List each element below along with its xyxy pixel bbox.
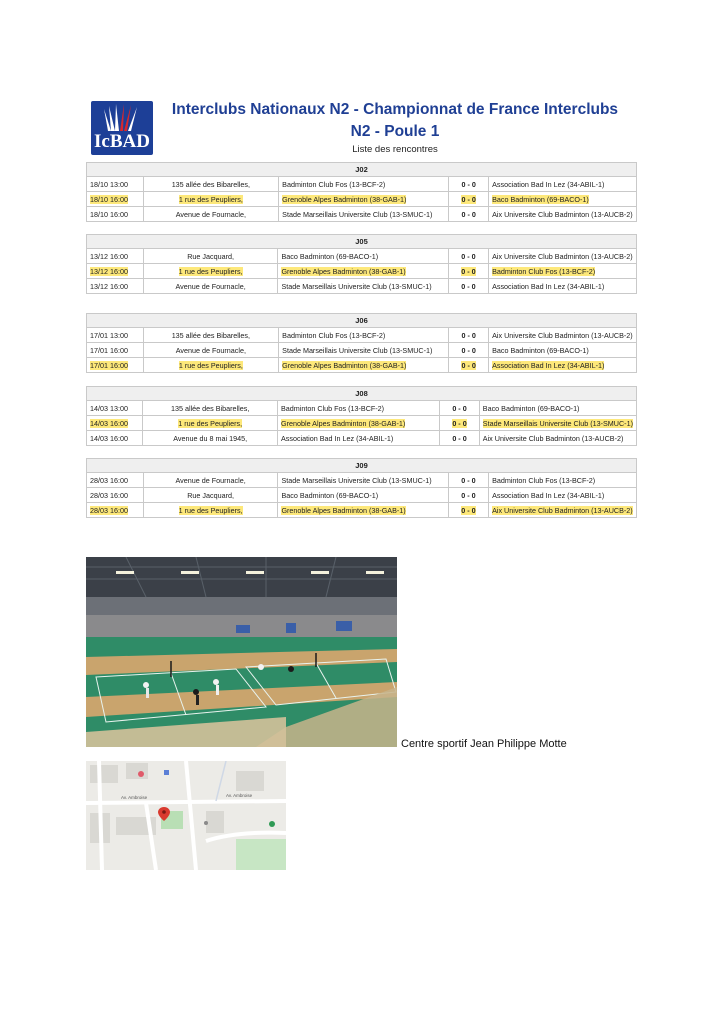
match-venue: 135 allée des Bibarelles,	[171, 330, 251, 340]
match-score: 0 - 0	[461, 194, 476, 204]
match-score: 0 - 0	[461, 330, 476, 340]
match-date: 14/03 16:00	[90, 433, 128, 443]
match-venue: Avenue du 8 mai 1945,	[173, 433, 248, 443]
home-team: Badminton Club Fos (13-BCF-2)	[282, 330, 386, 340]
home-team: Grenoble Alpes Badminton (38-GAB-1)	[281, 505, 406, 515]
home-team: Stade Marseillais Universite Club (13-SMUC-1)	[281, 475, 432, 485]
away-team: Aix Universite Club Badminton (13-AUCB-2)	[492, 209, 633, 219]
match-date: 17/01 13:00	[90, 330, 128, 340]
match-row	[87, 207, 637, 222]
away-team: Aix Universite Club Badminton (13-AUCB-2)	[492, 251, 633, 261]
icbad-logo	[91, 101, 153, 155]
match-row	[87, 473, 637, 488]
match-date: 28/03 16:00	[90, 475, 128, 485]
match-score: 0 - 0	[461, 475, 476, 485]
match-date: 17/01 16:00	[90, 345, 128, 355]
match-date: 13/12 16:00	[90, 281, 128, 291]
match-venue: Avenue de Fournacle,	[175, 209, 246, 219]
match-venue: 1 rue des Peupliers,	[178, 266, 243, 276]
round-table-j06	[86, 313, 637, 373]
round-table-j09	[86, 458, 637, 518]
match-venue: 135 allée des Bibarelles,	[171, 403, 250, 413]
match-score: 0 - 0	[461, 360, 476, 370]
away-team: Association Bad In Lez (34-ABIL-1)	[492, 490, 605, 500]
match-venue: Avenue de Fournacle,	[175, 345, 246, 355]
map-street-label-1: Av. Ambroise	[121, 795, 148, 800]
match-row	[87, 503, 637, 518]
match-row	[87, 264, 637, 279]
match-row	[87, 343, 637, 358]
match-date: 18/10 13:00	[90, 179, 128, 189]
home-team: Baco Badminton (69-BACO-1)	[281, 490, 379, 500]
round-header: J09	[87, 459, 637, 473]
away-team: Baco Badminton (69-BACO-1)	[492, 345, 589, 355]
away-team: Aix Universite Club Badminton (13-AUCB-2)	[492, 330, 633, 340]
round-header: J05	[87, 235, 637, 249]
match-score: 0 - 0	[452, 403, 467, 413]
match-venue: 1 rue des Peupliers,	[178, 505, 243, 515]
home-team: Grenoble Alpes Badminton (38-GAB-1)	[282, 194, 407, 204]
away-team: Badminton Club Fos (13-BCF-2)	[492, 266, 596, 276]
page-title: Interclubs Nationaux N2 - Championnat de France Interclubs	[171, 101, 619, 118]
round-header: J06	[87, 314, 637, 328]
home-team: Stade Marseillais Universite Club (13-SMUC-1)	[282, 209, 433, 219]
home-team: Grenoble Alpes Badminton (38-GAB-1)	[282, 360, 407, 370]
match-date: 28/03 16:00	[90, 490, 128, 500]
match-score: 0 - 0	[461, 490, 476, 500]
match-row	[87, 416, 637, 431]
photo-caption: Centre sportif Jean Philippe Motte	[401, 738, 567, 750]
match-date: 13/12 16:00	[90, 266, 128, 276]
home-team: Stade Marseillais Universite Club (13-SMUC-1)	[282, 345, 433, 355]
match-row	[87, 431, 637, 446]
match-row	[87, 488, 637, 503]
match-row	[87, 192, 637, 207]
match-venue: Rue Jacquard,	[187, 251, 234, 261]
match-date: 14/03 13:00	[90, 403, 128, 413]
away-team: Badminton Club Fos (13-BCF-2)	[492, 475, 596, 485]
match-score: 0 - 0	[461, 345, 476, 355]
match-row	[87, 177, 637, 192]
round-table-j05	[86, 234, 637, 294]
round-header: J02	[87, 163, 637, 177]
match-venue: 135 allée des Bibarelles,	[171, 179, 251, 189]
match-score: 0 - 0	[452, 418, 467, 428]
match-row	[87, 249, 637, 264]
match-score: 0 - 0	[461, 266, 476, 276]
home-team: Baco Badminton (69-BACO-1)	[281, 251, 379, 261]
match-date: 17/01 16:00	[90, 360, 128, 370]
home-team: Stade Marseillais Universite Club (13-SMUC-1)	[281, 281, 432, 291]
round-table-j08	[86, 386, 637, 446]
match-date: 14/03 16:00	[90, 418, 128, 428]
match-venue: 1 rue des Peupliers,	[178, 418, 243, 428]
match-venue: Rue Jacquard,	[187, 490, 234, 500]
match-score: 0 - 0	[461, 179, 476, 189]
away-team: Baco Badminton (69-BACO-1)	[482, 403, 580, 413]
round-table-j02	[86, 162, 637, 222]
away-team: Association Bad In Lez (34-ABIL-1)	[492, 360, 605, 370]
round-header: J08	[87, 387, 637, 401]
away-team: Association Bad In Lez (34-ABIL-1)	[492, 281, 605, 291]
sports-hall-photo	[86, 557, 397, 747]
match-venue: 1 rue des Peupliers,	[178, 194, 243, 204]
match-date: 18/10 16:00	[90, 194, 128, 204]
match-score: 0 - 0	[461, 251, 476, 261]
match-score: 0 - 0	[452, 433, 467, 443]
logo-text: IcBAD	[94, 131, 150, 152]
pool-title: N2 - Poule 1	[350, 123, 440, 140]
home-team: Badminton Club Fos (13-BCF-2)	[282, 179, 386, 189]
away-team: Stade Marseillais Universite Club (13-SMUC-1)	[482, 418, 633, 428]
match-score: 0 - 0	[461, 209, 476, 219]
map-street-label-2: Av. Ambroise	[226, 793, 253, 798]
match-score: 0 - 0	[461, 505, 476, 515]
match-venue: Avenue de Fournacle,	[175, 281, 246, 291]
match-row	[87, 328, 637, 343]
location-map[interactable]	[86, 761, 286, 870]
match-row	[87, 358, 637, 373]
away-team: Association Bad In Lez (34-ABIL-1)	[492, 179, 605, 189]
home-team: Badminton Club Fos (13-BCF-2)	[281, 403, 385, 413]
away-team: Aix Universite Club Badminton (13-AUCB-2)	[492, 505, 633, 515]
home-team: Grenoble Alpes Badminton (38-GAB-1)	[281, 418, 406, 428]
match-venue: Avenue de Fournacle,	[175, 475, 246, 485]
match-date: 13/12 16:00	[90, 251, 128, 261]
match-date: 28/03 16:00	[90, 505, 128, 515]
match-date: 18/10 16:00	[90, 209, 128, 219]
page-subtitle: Liste des rencontres	[352, 144, 438, 155]
away-team: Baco Badminton (69-BACO-1)	[492, 194, 589, 204]
match-venue: 1 rue des Peupliers,	[178, 360, 243, 370]
home-team: Association Bad In Lez (34-ABIL-1)	[281, 433, 394, 443]
match-row	[87, 401, 637, 416]
match-row	[87, 279, 637, 294]
away-team: Aix Universite Club Badminton (13-AUCB-2)	[482, 433, 624, 443]
home-team: Grenoble Alpes Badminton (38-GAB-1)	[281, 266, 406, 276]
match-score: 0 - 0	[461, 281, 476, 291]
